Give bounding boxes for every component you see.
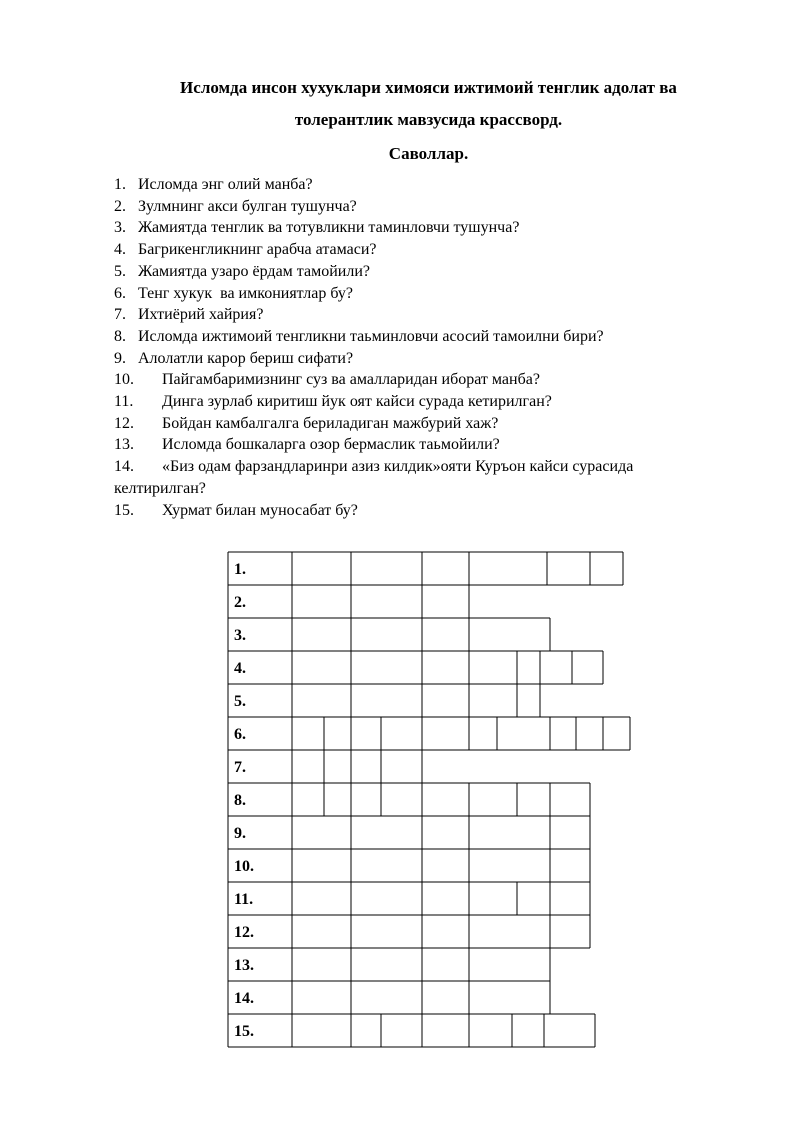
question-number: 1. — [114, 176, 126, 193]
question-text: «Биз одам фарзандларинри азиз килдик»ояти Куръон кайси сурасида — [162, 458, 634, 476]
question-text: Исломда энг олий манба? — [138, 176, 313, 193]
question-text: Алолатли карор бериш сифати? — [138, 349, 354, 367]
crossword-row-label: 13. — [234, 957, 254, 974]
question-number: 11. — [114, 393, 134, 411]
crossword-row-label: 9. — [234, 825, 246, 842]
question-number: 4. — [114, 241, 126, 259]
crossword-row-label: 8. — [234, 792, 246, 809]
crossword-row-label: 11. — [234, 891, 254, 908]
question-number: 13. — [114, 436, 134, 454]
questions-heading: Саволлар. — [388, 144, 469, 163]
document-title-line-1: Исломда инсон хухуклари химояси ижтимоий тенглик адолат ва — [180, 78, 677, 97]
question-number: 10. — [114, 371, 134, 389]
crossword-row-label: 14. — [234, 990, 254, 1007]
question-text: Пайгамбаримизнинг суз ва амалларидан иборат манба? — [162, 371, 540, 389]
question-text: Хурмат билан муносабат бу? — [162, 501, 358, 519]
question-number: 14. — [114, 458, 134, 476]
crossword-row-label: 2. — [234, 594, 246, 611]
question-number: 8. — [114, 327, 126, 345]
question-text: Исломда ижтимоий тенгликни таьминловчи асосий тамоилни бири? — [138, 327, 604, 345]
crossword-row-label: 3. — [234, 627, 246, 644]
question-number: 3. — [114, 219, 126, 237]
question-number: 9. — [114, 349, 126, 367]
crossword-row-label: 12. — [234, 924, 254, 941]
question-number: 7. — [114, 306, 126, 324]
question-text: Ихтиёрий хайрия? — [138, 306, 264, 324]
question-text: Зулмнинг акси булган тушунча? — [138, 197, 357, 215]
crossword-row-label: 6. — [234, 726, 246, 743]
question-text: Исломда бошкаларга озор бермаслик таьмойили? — [162, 436, 500, 454]
question-text: Жамиятда узаро ёрдам тамойили? — [138, 262, 370, 280]
question-text-continuation: келтирилган? — [114, 479, 206, 497]
question-text: Жамиятда тенглик ва тотувликни таминловчи тушунча? — [138, 219, 520, 237]
crossword-row-label: 5. — [234, 693, 246, 710]
question-number: 15. — [114, 501, 134, 519]
crossword-row-label: 10. — [234, 858, 254, 875]
question-text: Тенг хукук ва имкониятлар бу? — [138, 284, 353, 302]
crossword-row-label: 15. — [234, 1023, 254, 1040]
crossword-row-label: 4. — [234, 660, 246, 677]
crossword-row-label: 7. — [234, 759, 246, 776]
question-text: Бойдан камбалгалга бериладиган мажбурий хаж? — [162, 414, 499, 432]
question-number: 6. — [114, 284, 126, 302]
document-title-line-2: толерантлик мавзусида крассворд. — [294, 110, 563, 129]
question-number: 5. — [114, 262, 126, 280]
question-number: 2. — [114, 197, 126, 215]
question-text: Динга зурлаб киритиш йук оят кайси сурада кетирилган? — [162, 393, 552, 411]
question-text: Багрикенгликнинг арабча атамаси? — [138, 241, 377, 259]
crossword-row-label: 1. — [234, 561, 246, 578]
question-number: 12. — [114, 414, 134, 432]
